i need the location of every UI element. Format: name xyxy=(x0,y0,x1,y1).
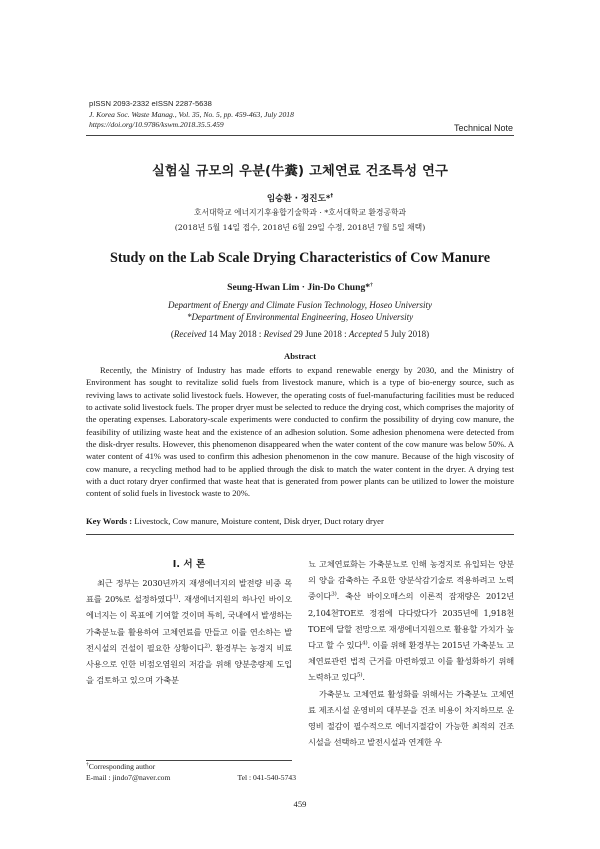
author-email[interactable]: E-mail : jindo7@naver.com xyxy=(86,772,171,782)
doi-link[interactable]: https://doi.org/10.9786/kswm.2018.35.5.459 xyxy=(89,120,224,130)
body-column-right xyxy=(308,556,514,750)
english-dates: (Received 14 May 2018 : Revised 29 June 2018 : Accepted 5 July 2018) xyxy=(170,329,430,339)
article-type-label: Technical Note xyxy=(453,123,513,133)
keywords-list: Livestock, Cow manure, Moisture content, Disk dryer, Duct rotary dryer xyxy=(132,516,384,526)
page-number: 459 xyxy=(293,799,307,809)
body-paragraph: 가축분뇨 고체연료 활성화를 위해서는 가축분뇨 고체연료 제조시설 운영비의 대부분을 건조 비용이 차지하므로 운영비 절감이 필수적으로 에너지절감이 가능한 최적의 건조시설을 선택하고 발전시설과 연계한 우 xyxy=(308,688,514,748)
korean-affiliation: 호서대학교 에너지기후융합기술학과 · *호서대학교 환경공학과 xyxy=(193,208,407,217)
abstract-text: Recently, the Ministry of Industry has made efforts to expand renewable energy by 2030, and the Ministry of Environment has sought to revitalize solid fuels from livestock manure, which is a type of bio-energy source, such as reviving laws to activate solid livestock fuels. However, the operating costs of fuel-manufacturing facilities must be reduced to activate solid livestock fuels. The proper dryer must be selected to reduce the drying cost, which comprises the majority of the operating expenses. Laboratory-scale experiments were conducted to confirm the possibility of drying cow manure, the feasibility of utilizing waste heat and the existence of an adhesion solution. Some adhesion phenomena were detected from the disk-dryer results. However, this phenomenon disappeared when the water content of the cow manure was below 50%. A water content of 41% was used to confirm this adhesion phenomenon in the cow manure. Because of the high viscosity of cow manure, a recycling method had to be applied through the disk to match the water content in the dryer. A drying test with a duct rotary dryer confirmed that waste heat that is generated from power plants can be utilized to lower the moisture content of solid fuels in livestock waste to 20%. xyxy=(86,365,515,499)
abstract-rule xyxy=(86,534,514,535)
footnote-rule xyxy=(86,760,292,761)
body-column-left xyxy=(86,575,292,688)
english-affiliation-1: Department of Energy and Climate Fusion Technology, Hoseo University xyxy=(167,300,433,310)
header-rule xyxy=(86,135,514,136)
korean-authors: 임승환 · 정진도*† xyxy=(266,193,334,204)
section-heading-introduction: I. 서 론 xyxy=(172,559,206,570)
english-title: Study on the Lab Scale Drying Characteristics of Cow Manure xyxy=(109,250,491,266)
english-affiliation-2: *Department of Environmental Engineering, Hoseo University xyxy=(186,312,414,322)
corresponding-author-footnote: †Corresponding author E-mail : jindo7@naver.com Tel : 041-540-5743 xyxy=(86,761,296,782)
korean-dates: (2018년 5월 14일 접수, 2018년 6월 29일 수정, 2018년 7월 5일 채택) xyxy=(174,223,426,232)
abstract-heading: Abstract xyxy=(284,351,316,361)
english-authors: Seung-Hwan Lim · Jin-Do Chung*† xyxy=(227,281,373,293)
issn-line: pISSN 2093-2332 eISSN 2287-5638 xyxy=(89,99,212,108)
journal-citation: J. Korea Soc. Waste Manag., Vol. 35, No. 5, pp. 459-463, July 2018 xyxy=(89,109,294,119)
author-phone: Tel : 041-540-5743 xyxy=(237,772,296,782)
keywords xyxy=(86,516,514,526)
body-paragraph: 최근 정부는 2030년까지 재생에너지의 발전량 비중 목표를 20%로 설정하였다$^{1)}$. 재생에너지원의 하나인 바이오에너지는 이 목표에 기여할 것이며 특히, 국내에서 발생하는 가축분뇨를 활용하여 고체연료를 만들고 이를 연소하는 발전시설의 건설이 필요한 상황이다$^{2)}$. 환경부는 농경지 비료 사용으로 인한 비점오염원의 저감을 위해 양분총량제 도입을 검토하고 있으며 가축분 xyxy=(86,578,292,686)
korean-title: 실험실 규모의 우분(牛糞) 고체연료 건조특성 연구 xyxy=(151,164,449,179)
body-paragraph: 뇨 고체연료화는 가축분뇨로 인해 농경지로 유입되는 양분의 양을 감축하는 주요한 양분삭감기술로 적용하려고 노력중이다$^{3)}$. 축산 바이오매스의 이론적 잠재량은 2012년 2,104천TOE로 정점에 다다랐다가 2035년에 1,918천TOE에 달할 전망으로 재생에너지원으로 활용할 가치가 높다고 할 수 있다$^{4)}$. 이를 위해 환경부는 2015년 가축분뇨 고체연료관련 법적 근거를 마련하였고 이를 활성화하기 위해 노력하고 있다$^{5)}$. xyxy=(308,559,514,683)
keywords-label: Key Words : xyxy=(86,516,133,526)
